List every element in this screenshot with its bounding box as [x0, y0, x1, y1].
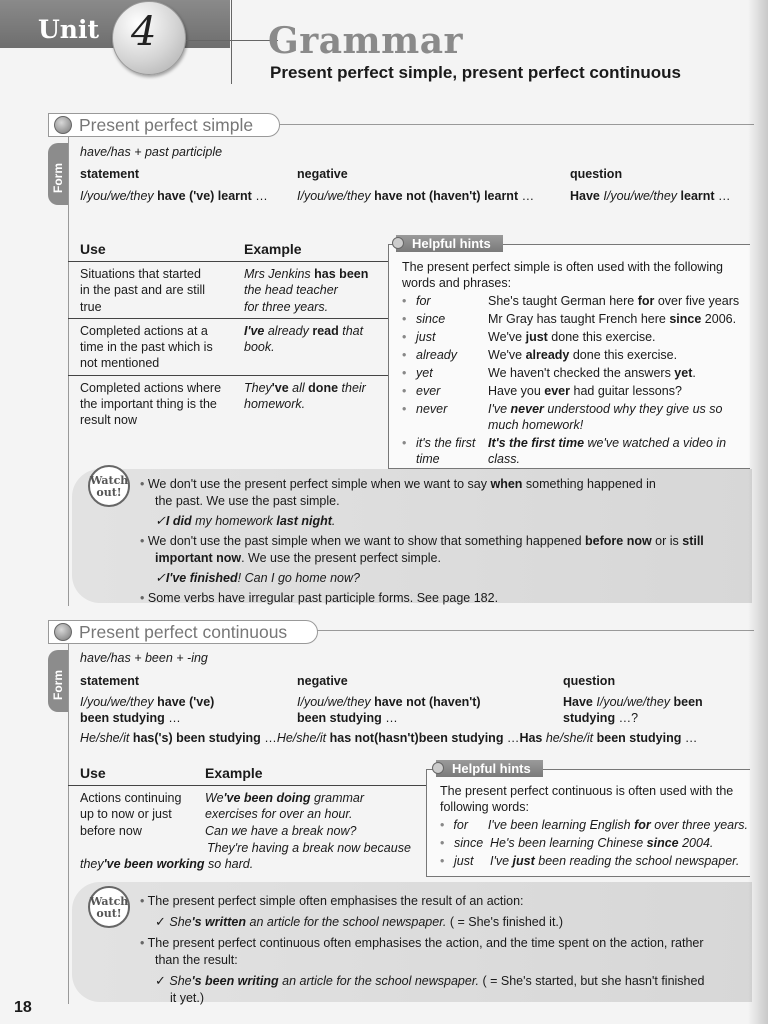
watch-out-badge: Watch out! [88, 886, 130, 928]
use-cell: Situations that started in the past and are still true [68, 262, 234, 319]
form-negative: I/you/we/they have not (haven't) learnt … [297, 189, 535, 203]
list-item: • The present perfect simple often emphasises the result of an action: [140, 894, 524, 908]
use-cell: Actions continuing up to now or just before now [80, 791, 182, 838]
form-formula: have/has + been + -ing [80, 651, 208, 665]
list-item: • never I've never understood why they give us so much homework! [402, 402, 723, 433]
header-rule [186, 40, 278, 41]
hints-list-simple [402, 293, 748, 469]
list-item: • for She's taught German here for over five years [402, 294, 740, 308]
form-question: Have I/you/we/they learnt … [570, 189, 731, 203]
example-cell: We've been doing grammar exercises for over an hour. Can we have a break now? [205, 791, 365, 838]
example-header: Example [234, 238, 388, 262]
table-row [68, 786, 426, 842]
col-question: question [570, 167, 623, 181]
page-subtitle: Present perfect simple, present perfect continuous [270, 63, 681, 82]
form-formula: have/has + past participle [80, 145, 223, 159]
hints-intro: The present perfect simple is often used with the following words and phrases: [402, 260, 724, 291]
list-item: • yet We haven't checked the answers yet. [402, 366, 696, 380]
section-title-continuous: Present perfect continuous [48, 620, 318, 644]
list-item: it yet.) [170, 991, 205, 1005]
list-item: • The present perfect continuous often emphasises the action, and the time spent on the action, rather [140, 936, 704, 950]
list-item: ✓ She's been writing an article for the school newspaper. ( = She's started, but she hasn't finished [155, 973, 705, 988]
col-negative: negative [297, 674, 348, 688]
list-item: • We don't use the past simple when we want to show that something happened before now or is still [140, 534, 704, 548]
hints-intro: The present perfect continuous is often used with the following words: [440, 784, 734, 815]
list-item: • Some verbs have irregular past participle forms. See page 182. [140, 591, 499, 605]
page-title: Grammar [268, 20, 464, 62]
example-cell: I've already read that book. [234, 318, 388, 375]
table-row [68, 318, 388, 375]
hints-bullet-icon [392, 237, 404, 249]
list-item: than the result: [155, 953, 238, 967]
list-item: the past. We use the past simple. [155, 494, 340, 508]
example-extra: They're having a break now because they've been working so hard. [80, 841, 411, 872]
list-item: • just I've just been reading the school newspaper. [440, 854, 740, 868]
section-bullet-icon [54, 116, 72, 134]
table-row [68, 262, 388, 319]
use-example-table-continuous [68, 762, 426, 842]
use-example-table-simple [68, 238, 388, 431]
form-statement: I/you/we/they have ('ve) been studying … [80, 695, 215, 725]
list-item: • We don't use the present perfect simple when we want to say when something happened in [140, 477, 656, 491]
section-bullet-icon [54, 623, 72, 641]
col-statement: statement [80, 167, 140, 181]
form-tab [48, 143, 68, 205]
example-header: Example [195, 762, 426, 786]
use-cell: Completed actions where the important thing is the result now [80, 380, 222, 428]
table-row [68, 375, 388, 431]
use-cell: Completed actions at a time in the past which is not mentioned [68, 318, 234, 375]
col-question: question [563, 674, 616, 688]
hints-list-continuous [440, 817, 748, 871]
form-negative: I/you/we/they have not (haven't) been studying … [297, 695, 481, 725]
watch-out-badge: Watch out! [88, 465, 130, 507]
list-item: • ever Have you ever had guitar lessons? [402, 384, 682, 398]
watch-out-notes-continuous [140, 893, 748, 1007]
list-item: • just We've just done this exercise. [402, 330, 656, 344]
list-item: important now. We use the present perfect simple. [155, 551, 441, 565]
section-title-simple: Present perfect simple [48, 113, 280, 137]
list-item: ✓ She's written an article for the school newspaper. ( = She's finished it.) [155, 914, 564, 929]
col-statement: statement [80, 674, 140, 688]
form-tab [48, 650, 68, 712]
list-item: • for I've been learning English for over three years. [440, 818, 748, 832]
watch-out-notes-simple [140, 476, 748, 607]
list-item: • since He's been learning Chinese since 2004. [440, 836, 714, 850]
page-number: 18 [14, 999, 32, 1016]
list-item: • already We've already done this exercise. [402, 348, 678, 362]
example-cell: Mrs Jenkins has been the head teacher for three years. [234, 262, 388, 319]
example-cell: They've all done their homework. [244, 380, 366, 411]
list-item: • since Mr Gray has taught French here since 2006. [402, 312, 737, 326]
use-header: Use [68, 238, 234, 262]
use-header: Use [68, 762, 195, 786]
unit-number: 4 [131, 9, 157, 55]
header-divider [231, 0, 232, 84]
list-item: • it's the first time It's the first time we've watched a video in class. [402, 436, 727, 467]
unit-label: Unit [38, 15, 100, 44]
col-negative: negative [297, 167, 348, 181]
list-item: ✓I did my homework last night. [155, 513, 336, 528]
form-statement: I/you/we/they have ('ve) learnt … [80, 189, 268, 203]
list-item: ✓I've finished! Can I go home now? [155, 570, 360, 585]
page-edge-shadow [748, 0, 768, 1024]
helpful-hints-badge: Helpful hints [396, 235, 503, 252]
form-question: Have I/you/we/they been studying …? [563, 695, 703, 725]
hints-bullet-icon [432, 762, 444, 774]
helpful-hints-badge: Helpful hints [436, 760, 543, 777]
form-third-person: He/she/it has('s) been studying …He/she/it has not(hasn't)been studying …Has he/she/it been studying … [80, 731, 698, 745]
form-label: Form [51, 670, 65, 700]
form-label: Form [51, 163, 65, 193]
